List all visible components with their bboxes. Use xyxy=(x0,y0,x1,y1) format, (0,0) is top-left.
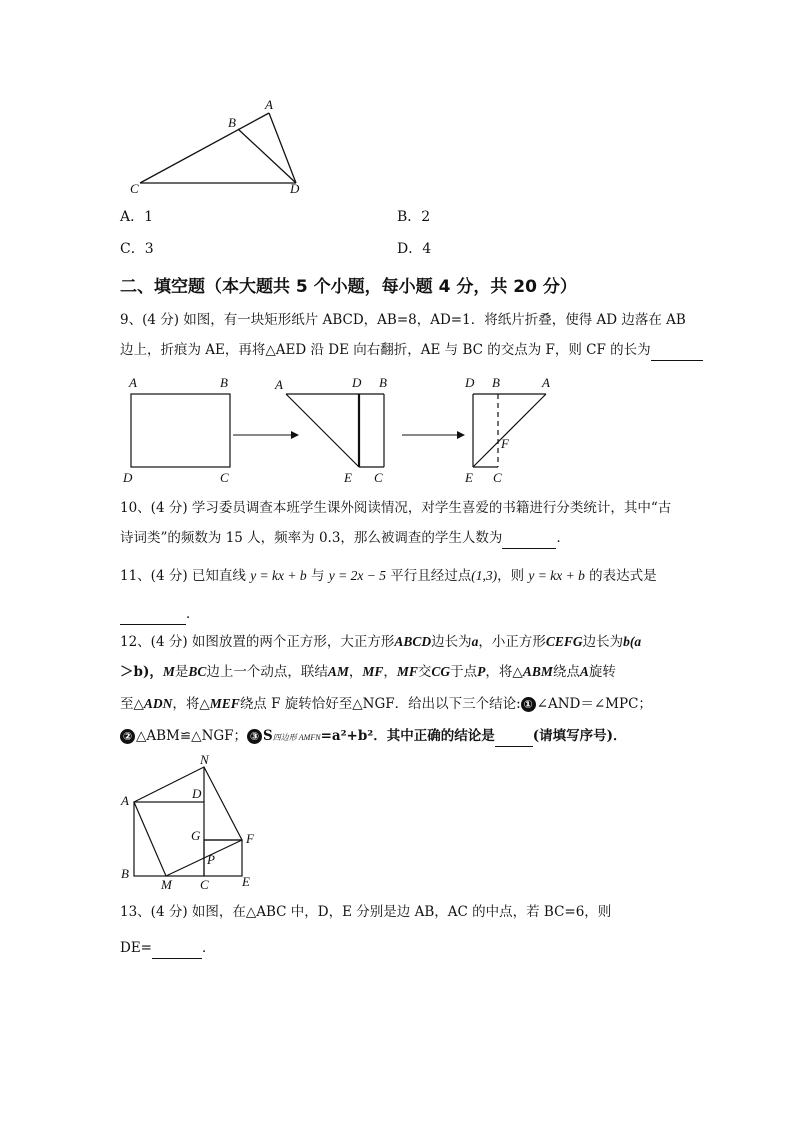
q11-end: ． xyxy=(186,606,200,622)
q13-end: ． xyxy=(202,940,216,956)
q9-fold2-b: B xyxy=(492,375,500,390)
q12-label-b: B xyxy=(121,866,129,881)
q12-line2 xyxy=(120,662,680,682)
q12-line4 xyxy=(120,726,680,748)
q12-label-d: D xyxy=(192,786,202,801)
q9-fold1-d: D xyxy=(352,375,362,390)
q12-conclusion-1-marker: ① xyxy=(521,697,536,712)
q9-fold2-d: D xyxy=(465,375,475,390)
q11-point: (1,3) xyxy=(471,568,498,583)
q10-line1: 10、(4 分) 学习委员调查本班学生课外阅读情况，对学生喜爱的书籍进行分类统计，其中“古 xyxy=(120,500,672,516)
q9-rect-b: B xyxy=(220,375,228,390)
q12-label-a: A xyxy=(121,793,129,808)
q12-l4c: =a²+b²．其中正确的结论是 xyxy=(320,728,495,744)
q12-conclusion-3-marker: ③ xyxy=(247,729,262,744)
q10-answer-blank[interactable] xyxy=(502,528,556,549)
q12-mf: MF xyxy=(362,664,384,679)
q9-fold2-a: A xyxy=(542,375,550,390)
q12-l2e: ， xyxy=(383,664,397,680)
q12-abcd: ABCD xyxy=(394,634,432,649)
q12-l1d: 边长为 xyxy=(582,634,624,650)
q12-adn: ADN xyxy=(143,696,173,711)
q9-fold2-f: F xyxy=(501,436,509,451)
option-b[interactable]: B．2 xyxy=(397,209,431,225)
q12-abm: ABM xyxy=(522,664,553,679)
q12-cefg: CEFG xyxy=(545,634,583,649)
q8-triangle-figure xyxy=(120,95,320,200)
q12-label-n: N xyxy=(200,752,209,767)
q12-m: M xyxy=(162,664,175,679)
q11-mid1: 与 xyxy=(310,568,325,584)
q9-line1: 9、(4 分) 如图，有一块矩形纸片 ABCD，AB=8，AD=1．将纸片折叠，使得 AD 边落在 AB xyxy=(120,312,686,328)
q12-l4d: (请填写序号)． xyxy=(532,728,627,744)
q10-line2-end: ． xyxy=(556,530,570,546)
q8-label-d: D xyxy=(290,181,300,196)
q12-l2b: 是 xyxy=(174,664,189,680)
q12-line3 xyxy=(120,694,680,714)
q12-squares-figure xyxy=(115,752,265,892)
q10-line2-text: 诗词类”的频数为 15 人，频率为 0.3，那么被调查的学生人数为 xyxy=(120,530,503,546)
q9-fold2-e: E xyxy=(465,470,473,484)
q12-l2f: 交 xyxy=(417,664,432,680)
q12-l4b: S xyxy=(263,728,273,744)
option-d[interactable]: D．4 xyxy=(397,241,432,257)
q12-l1b: 边长为 xyxy=(431,634,472,650)
q9-fold1-e: E xyxy=(344,470,352,484)
q9-line2-text: 边上，折痕为 AE，再将△AED 沿 DE 向右翻折，AE 与 BC 的交点为 F，则 CF 的长为 xyxy=(120,342,651,358)
q12-l3d: ∠AND＝∠MPC； xyxy=(536,696,652,712)
q9-answer-blank[interactable] xyxy=(651,340,703,361)
q12-label-f: F xyxy=(246,831,254,846)
q8-label-b: B xyxy=(228,115,236,130)
q11-mid2: 平行且经过点 xyxy=(390,568,472,584)
q13-line2-text: DE= xyxy=(120,940,152,956)
q12-label-m: M xyxy=(161,877,172,892)
q13-line2 xyxy=(120,938,680,959)
q12-sub: 四边形 AMFN xyxy=(272,733,321,742)
q11-prefix: 11、(4 分) 已知直线 xyxy=(120,568,246,584)
q9-fold1-b: B xyxy=(379,375,387,390)
q12-l2h: ，将△ xyxy=(485,664,523,680)
q12-b: b(a xyxy=(623,634,642,649)
q12-l3b: ，将△ xyxy=(172,696,210,712)
q12-l2a: ＞b)， xyxy=(120,664,163,680)
q12-l3c: 绕点 F 旋转恰好至△NGF．给出以下三个结论: xyxy=(239,696,521,712)
q12-pt-a: A xyxy=(579,664,589,679)
option-a[interactable]: A．1 xyxy=(120,209,154,225)
q8-label-a: A xyxy=(265,97,273,112)
q9-fold1-a: A xyxy=(275,377,283,392)
q12-mf2: MF xyxy=(396,664,418,679)
section-title: 二、填空题（本大题共 5 个小题，每小题 4 分，共 20 分） xyxy=(120,277,577,297)
q12-l2i: 绕点 xyxy=(552,664,580,680)
q12-l2c: 边上一个动点，联结 xyxy=(206,664,328,680)
q13-line1: 13、(4 分) 如图，在△ABC 中，D，E 分别是边 AB，AC 的中点，若 BC=6，则 xyxy=(120,904,612,920)
q12-l2g: 于点 xyxy=(450,664,478,680)
q12-l2j: 旋转 xyxy=(588,664,616,680)
q12-label-g: G xyxy=(191,828,201,843)
q12-p: P xyxy=(477,664,486,679)
q12-l4a: △ABM≌△NGF； xyxy=(136,728,248,744)
q11-mid3: ，则 xyxy=(497,568,525,584)
q9-line2 xyxy=(120,340,680,361)
q12-mef: MEF xyxy=(209,696,240,711)
q9-rect-a: A xyxy=(129,375,137,390)
q12-label-p: P xyxy=(207,852,215,867)
q11-eq2: y = 2x − 5 xyxy=(328,568,386,583)
q12-am: AM xyxy=(327,664,349,679)
q13-answer-blank[interactable] xyxy=(152,938,202,959)
q9-folding-figure xyxy=(115,372,565,484)
option-c[interactable]: C．3 xyxy=(120,241,154,257)
q12-line1 xyxy=(120,632,680,652)
q9-fold2-c: C xyxy=(493,470,502,484)
q12-l2d: ， xyxy=(348,664,363,680)
q9-fold1-c: C xyxy=(374,470,383,484)
q12-l3a: 至△ xyxy=(120,696,144,712)
q10-line2 xyxy=(120,528,680,549)
q12-l1c: ，小正方形 xyxy=(478,634,546,650)
q8-label-c: C xyxy=(130,181,139,196)
q12-bc: BC xyxy=(188,664,207,679)
q12-label-e: E xyxy=(242,874,250,889)
q12-l1a: 12、(4 分) 如图放置的两个正方形，大正方形 xyxy=(120,634,395,650)
q11-eq3: y = kx + b xyxy=(528,568,585,583)
q12-a: a xyxy=(471,634,479,649)
q12-answer-blank[interactable] xyxy=(495,726,533,747)
q9-rect-d: D xyxy=(123,470,133,484)
q11-line2 xyxy=(120,604,680,625)
q11-suffix: 的表达式是 xyxy=(589,568,657,584)
q12-label-c: C xyxy=(200,877,209,892)
q12-conclusion-2-marker: ② xyxy=(120,729,135,744)
q11-answer-blank[interactable] xyxy=(120,604,186,625)
q11-line1 xyxy=(120,566,680,586)
q12-cg: CG xyxy=(431,664,451,679)
q9-rect-c: C xyxy=(220,470,229,484)
q11-eq1: y = kx + b xyxy=(250,568,307,583)
